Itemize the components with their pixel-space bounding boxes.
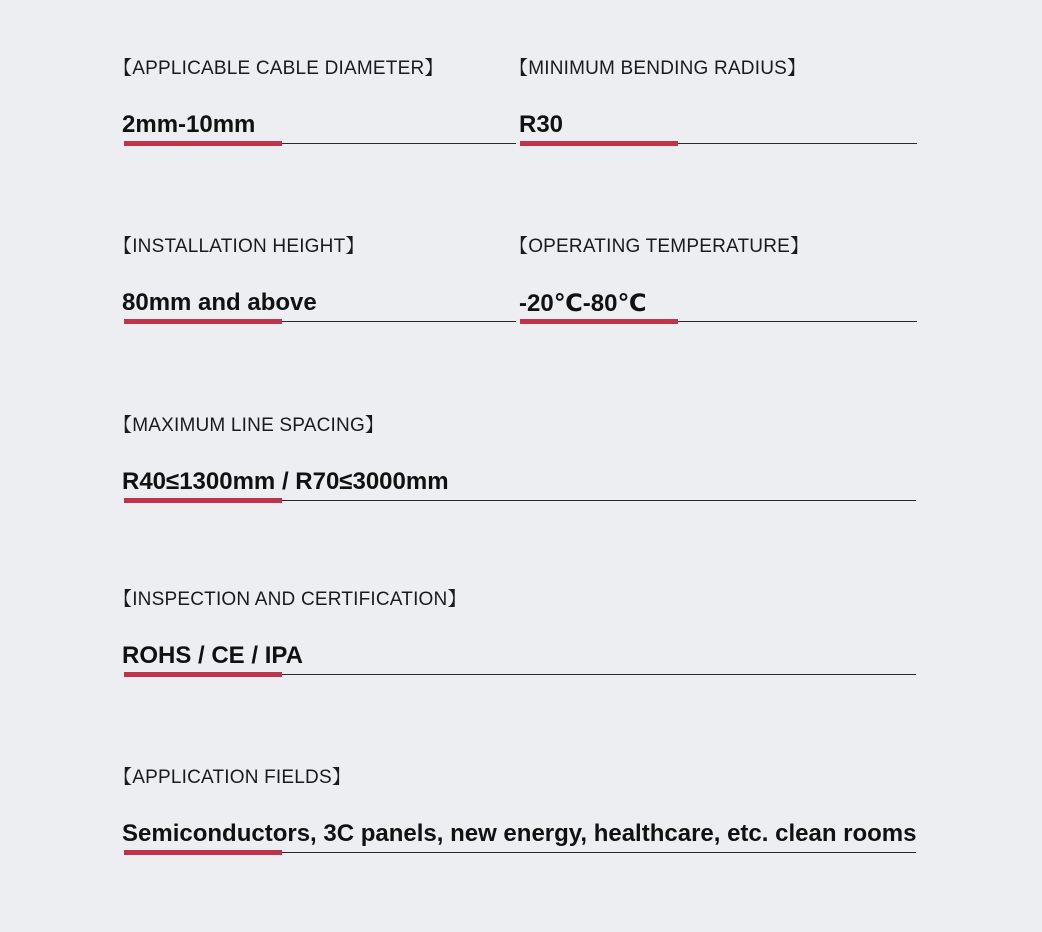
spec-label: 【APPLICABLE CABLE DIAMETER】 <box>113 58 444 79</box>
accent-bar <box>124 850 282 855</box>
accent-bar <box>520 319 678 324</box>
spec-label: 【INSTALLATION HEIGHT】 <box>113 236 365 257</box>
spec-label: 【MAXIMUM LINE SPACING】 <box>113 415 385 436</box>
spec-value: R40≤1300mm / R70≤3000mm <box>122 468 449 495</box>
spec-label: 【MINIMUM BENDING RADIUS】 <box>509 58 807 79</box>
accent-bar <box>124 672 282 677</box>
spec-value: ROHS / CE / IPA <box>122 642 303 669</box>
spec-value: Semiconductors, 3C panels, new energy, healthcare, etc. clean rooms <box>122 820 917 847</box>
accent-bar <box>124 498 282 503</box>
spec-label: 【INSPECTION AND CERTIFICATION】 <box>113 589 467 610</box>
spec-label: 【OPERATING TEMPERATURE】 <box>509 236 810 257</box>
spec-value: R30 <box>519 111 564 138</box>
accent-bar <box>520 141 678 146</box>
spec-label: 【APPLICATION FIELDS】 <box>113 767 352 788</box>
accent-bar <box>124 141 282 146</box>
accent-bar <box>124 319 282 324</box>
spec-value: 80mm and above <box>122 289 317 316</box>
spec-value: -20℃-80℃ <box>519 290 647 317</box>
spec-value: 2mm-10mm <box>122 111 256 138</box>
